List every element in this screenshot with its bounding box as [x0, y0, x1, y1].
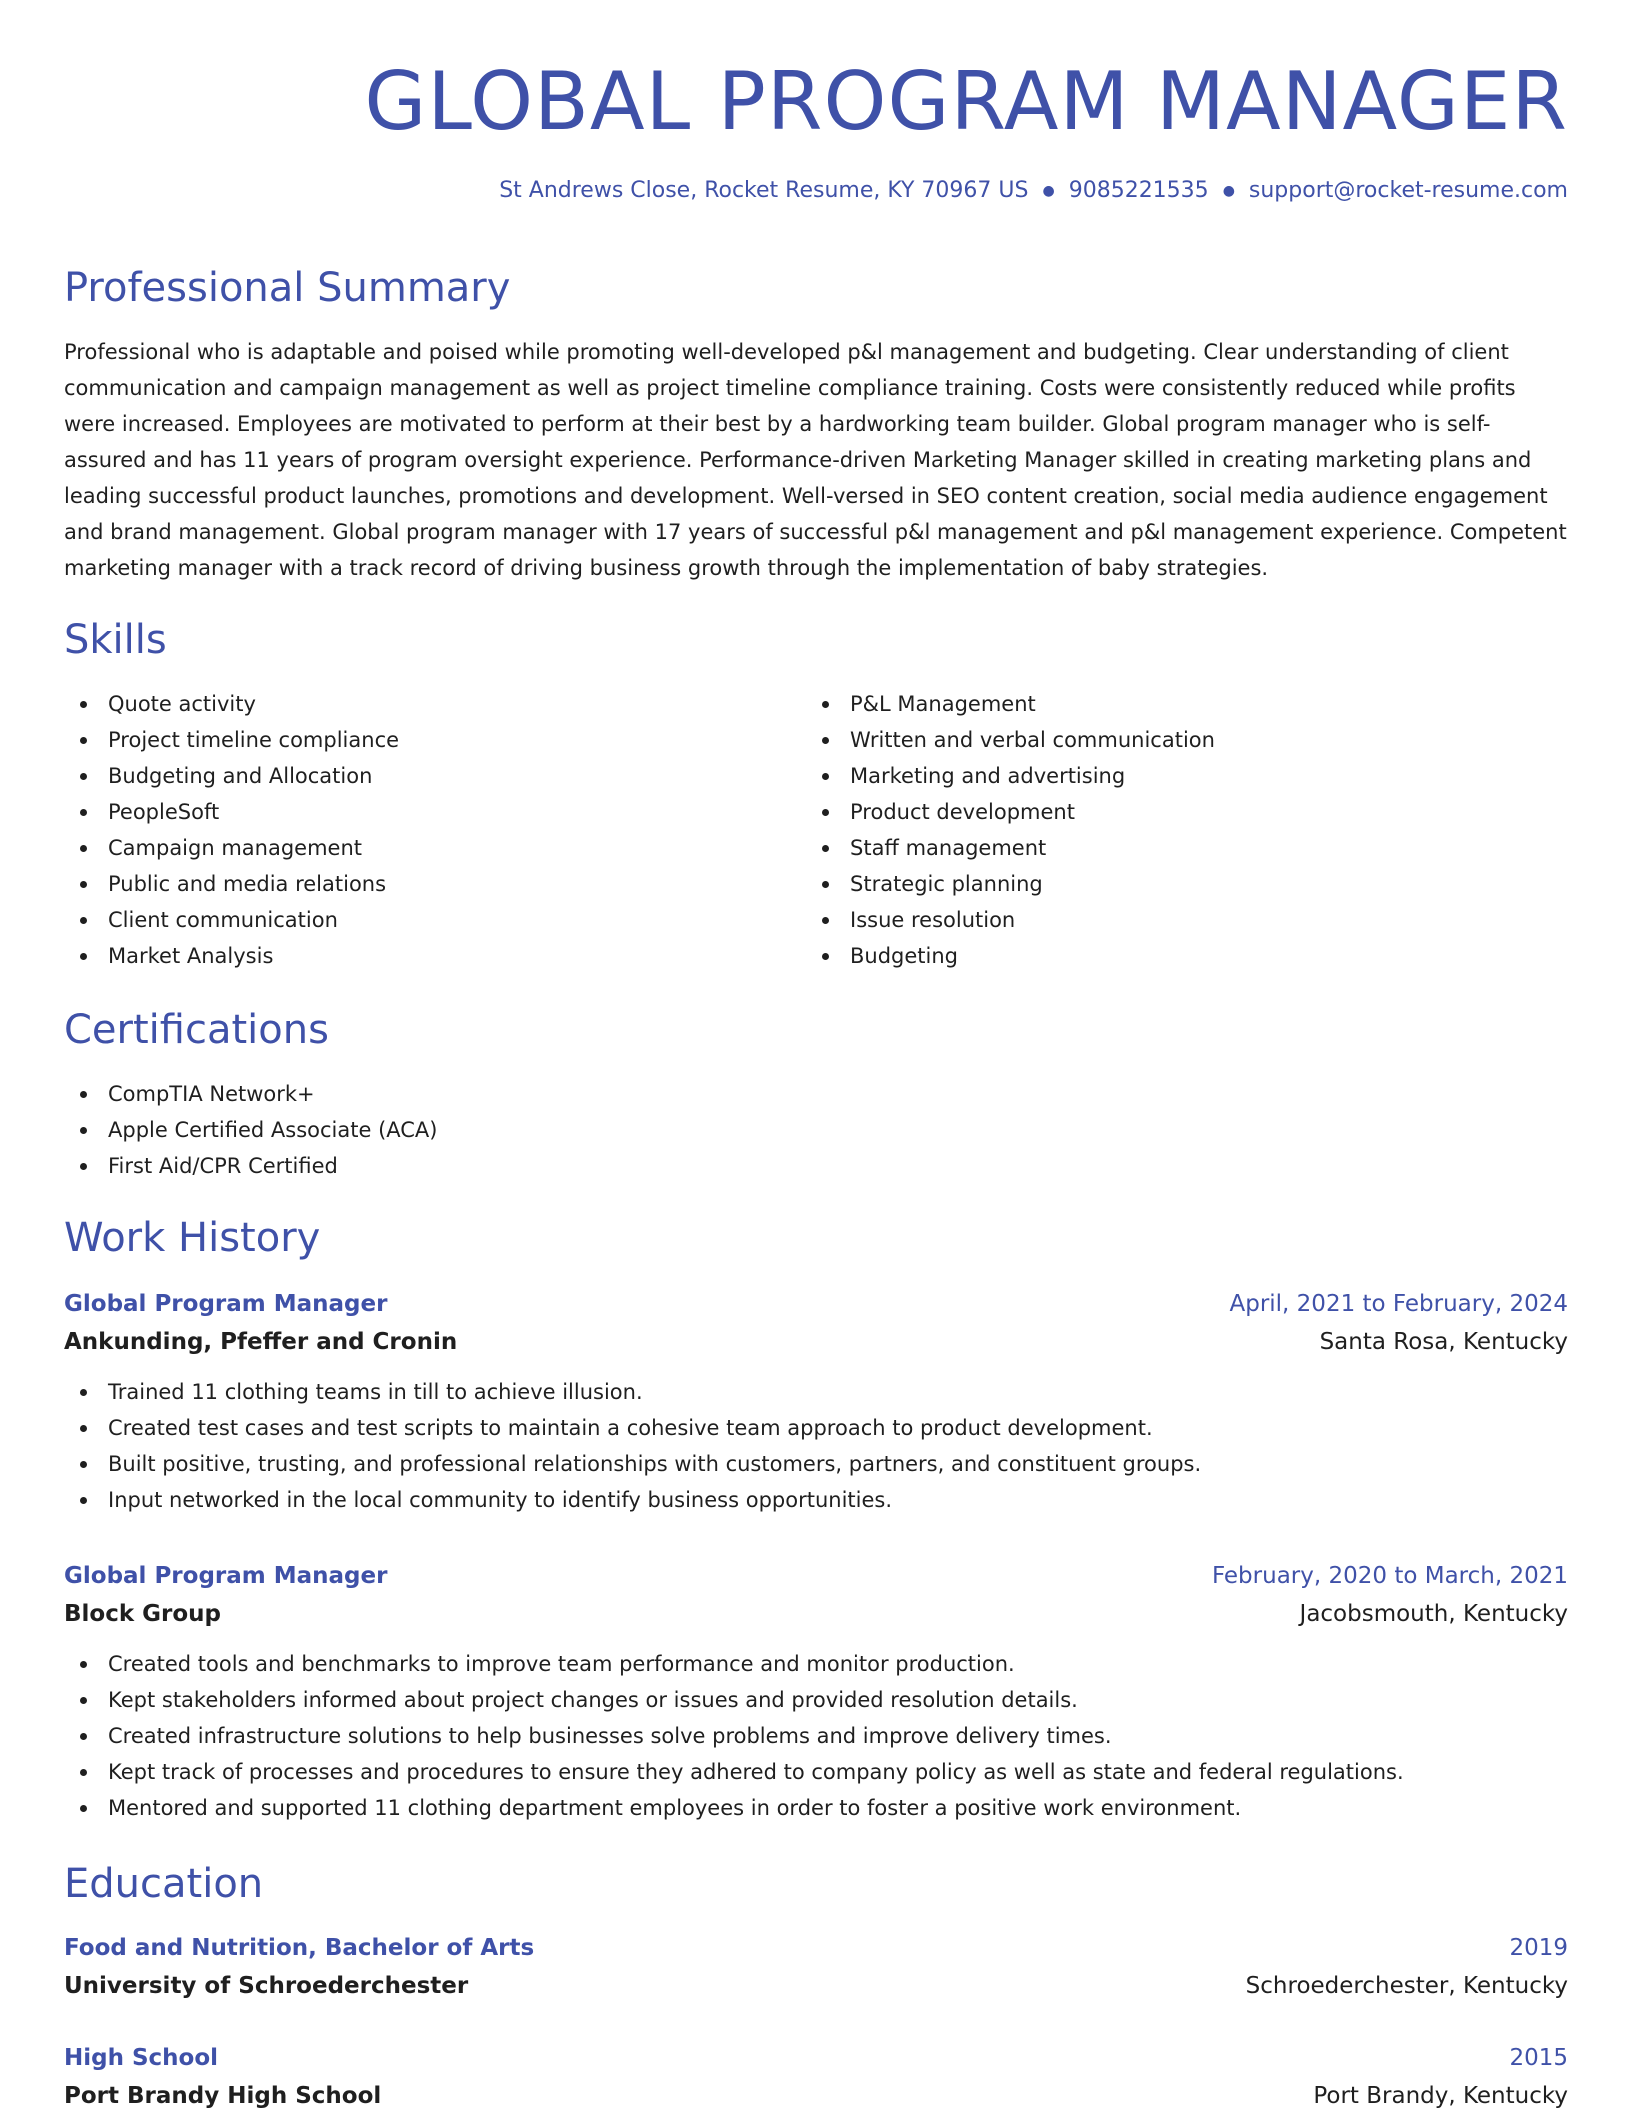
- list-item: P&L Management: [806, 686, 1506, 722]
- list-item: Budgeting and Allocation: [64, 758, 764, 794]
- list-item: Kept track of processes and procedures to ensure they adhered to company policy as well as state and federal regulations.: [64, 1754, 1568, 1790]
- list-item: Created test cases and test scripts to maintain a cohesive team approach to product development.: [64, 1410, 1568, 1446]
- education-entry: [64, 1930, 1568, 2006]
- job-header-row: [64, 1558, 1568, 1594]
- list-item: Marketing and advertising: [806, 758, 1506, 794]
- list-item: Input networked in the local community to identify business opportunities.: [64, 1482, 1568, 1518]
- list-item: Project timeline compliance: [64, 722, 764, 758]
- contact-phone: 9085221535: [1068, 178, 1209, 203]
- education-school-row: [64, 1966, 1568, 2006]
- job-dates: April, 2021 to February, 2024: [1229, 1291, 1568, 1317]
- contact-line: [499, 176, 1568, 206]
- list-item: Quote activity: [64, 686, 764, 722]
- job-company-row: [64, 1594, 1568, 1634]
- education-location: Port Brandy, Kentucky: [1313, 2083, 1568, 2109]
- bullet-separator-icon: ●: [1042, 183, 1055, 199]
- education-school-row: [64, 2076, 1568, 2116]
- summary-text: Professional who is adaptable and poised while promoting well-developed p&l management and budgeting. Clear understanding of client communication and campaign management as well as project timeline compliance training. Costs were consistently reduced while profits were increased. Employees are motivated to perform at their best by a hardworking team builder. Global program manager who is self-assured and has 11 years of program oversight experience. Performance-driven Marketing Manager skilled in creating marketing plans and leading successful product launches, promotions and development. Well-versed in SEO content creation, social media audience engagement and brand management. Global program manager with 17 years of successful p&l management and p&l management experience. Competent marketing manager with a track record of driving business growth through the implementation of baby strategies.: [64, 340, 1567, 580]
- skills-column-left: [64, 686, 764, 974]
- list-item: Written and verbal communication: [806, 722, 1506, 758]
- section-title-summary: Professional Summary: [64, 265, 511, 311]
- job-dates: February, 2020 to March, 2021: [1211, 1563, 1568, 1589]
- certifications-list: [64, 1076, 1568, 1184]
- contact-email[interactable]: support@rocket-resume.com: [1248, 178, 1568, 203]
- list-item: Public and media relations: [64, 866, 764, 902]
- list-item: CompTIA Network+: [64, 1076, 1568, 1112]
- list-item: Budgeting: [806, 938, 1506, 974]
- section-title-education: Education: [64, 1861, 264, 1907]
- list-item: Mentored and supported 11 clothing department employees in order to foster a positive work environment.: [64, 1790, 1568, 1826]
- list-item: Market Analysis: [64, 938, 764, 974]
- candidate-name: GLOBAL PROGRAM MANAGER: [364, 55, 1568, 148]
- education-year: 2019: [1509, 1935, 1568, 1961]
- education-degree: Food and Nutrition, Bachelor of Arts: [64, 1935, 535, 1961]
- list-item: Staff management: [806, 830, 1506, 866]
- job-bullets: [64, 1374, 1568, 1518]
- section-title-skills: Skills: [64, 617, 167, 663]
- skills-list-left: [64, 686, 764, 974]
- list-item: Product development: [806, 794, 1506, 830]
- job-title: Global Program Manager: [64, 1563, 388, 1589]
- education-school: Port Brandy High School: [64, 2083, 382, 2109]
- education-header-row: [64, 1930, 1568, 1966]
- list-item: Issue resolution: [806, 902, 1506, 938]
- job-location: Santa Rosa, Kentucky: [1319, 1329, 1568, 1355]
- education-degree: High School: [64, 2045, 219, 2071]
- education-location: Schroederchester, Kentucky: [1245, 1973, 1568, 1999]
- list-item: Built positive, trusting, and professional relationships with customers, partners, and constituent groups.: [64, 1446, 1568, 1482]
- skills-list-right: [806, 686, 1506, 974]
- education-year: 2015: [1509, 2045, 1568, 2071]
- job-entry: [64, 1286, 1568, 1518]
- list-item: Created tools and benchmarks to improve team performance and monitor production.: [64, 1646, 1568, 1682]
- education-school: University of Schroederchester: [64, 1973, 469, 1999]
- section-title-work-history: Work History: [64, 1215, 321, 1261]
- job-company: Ankunding, Pfeffer and Cronin: [64, 1329, 458, 1355]
- list-item: First Aid/CPR Certified: [64, 1148, 1568, 1184]
- job-company-row: [64, 1322, 1568, 1362]
- job-bullets: [64, 1646, 1568, 1826]
- education-header-row: [64, 2040, 1568, 2076]
- list-item: PeopleSoft: [64, 794, 764, 830]
- list-item: Created infrastructure solutions to help businesses solve problems and improve delivery times.: [64, 1718, 1568, 1754]
- job-location: Jacobsmouth, Kentucky: [1299, 1601, 1568, 1627]
- job-entry: [64, 1558, 1568, 1826]
- skills-column-right: [806, 686, 1506, 974]
- job-header-row: [64, 1286, 1568, 1322]
- list-item: Client communication: [64, 902, 764, 938]
- education-entry: [64, 2040, 1568, 2116]
- list-item: Campaign management: [64, 830, 764, 866]
- job-title: Global Program Manager: [64, 1291, 388, 1317]
- bullet-separator-icon: ●: [1222, 183, 1235, 199]
- list-item: Trained 11 clothing teams in till to achieve illusion.: [64, 1374, 1568, 1410]
- list-item: Strategic planning: [806, 866, 1506, 902]
- certifications-block: [64, 1076, 1568, 1184]
- list-item: Apple Certified Associate (ACA): [64, 1112, 1568, 1148]
- list-item: Kept stakeholders informed about project changes or issues and provided resolution details.: [64, 1682, 1568, 1718]
- section-title-certifications: Certifications: [64, 1007, 329, 1053]
- job-company: Block Group: [64, 1601, 222, 1627]
- contact-address: St Andrews Close, Rocket Resume, KY 70967 US: [499, 178, 1029, 203]
